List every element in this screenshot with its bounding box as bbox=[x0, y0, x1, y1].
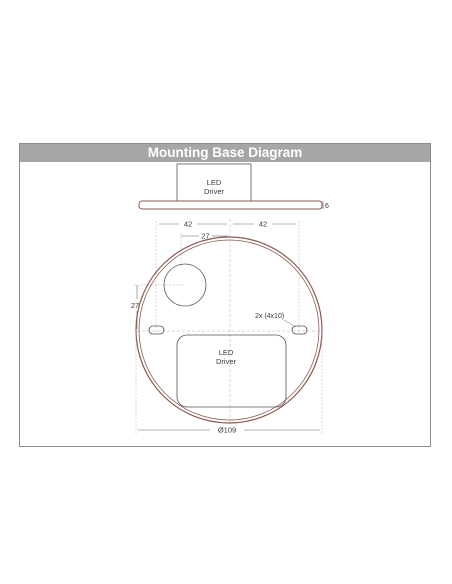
slot-size-label: 2x (4x10) bbox=[255, 313, 285, 320]
diameter-dim: Ø109 bbox=[217, 425, 237, 435]
dim-offset-y: 27 bbox=[130, 301, 140, 310]
diagram-title: Mounting Base Diagram bbox=[20, 144, 430, 162]
mounting-slot-left bbox=[149, 326, 164, 334]
dim-right-42: 42 bbox=[258, 219, 268, 229]
mounting-base-drawing bbox=[19, 143, 431, 447]
driver-footprint bbox=[177, 335, 286, 407]
driver-label-line1: LED bbox=[218, 348, 234, 357]
side-view bbox=[139, 164, 329, 210]
dim-left-42: 42 bbox=[183, 219, 193, 229]
side-driver-label-line2: Driver bbox=[204, 187, 224, 196]
side-base-plate bbox=[139, 201, 322, 209]
side-driver-label-line1: LED bbox=[206, 178, 222, 187]
slot-leader-line bbox=[284, 320, 296, 327]
driver-label-line2: Driver bbox=[216, 357, 236, 366]
base-thickness-dim: 6 bbox=[325, 203, 329, 210]
dim-offset-x: 27 bbox=[201, 231, 210, 241]
mounting-slot-right bbox=[292, 326, 307, 334]
top-view bbox=[131, 219, 322, 435]
